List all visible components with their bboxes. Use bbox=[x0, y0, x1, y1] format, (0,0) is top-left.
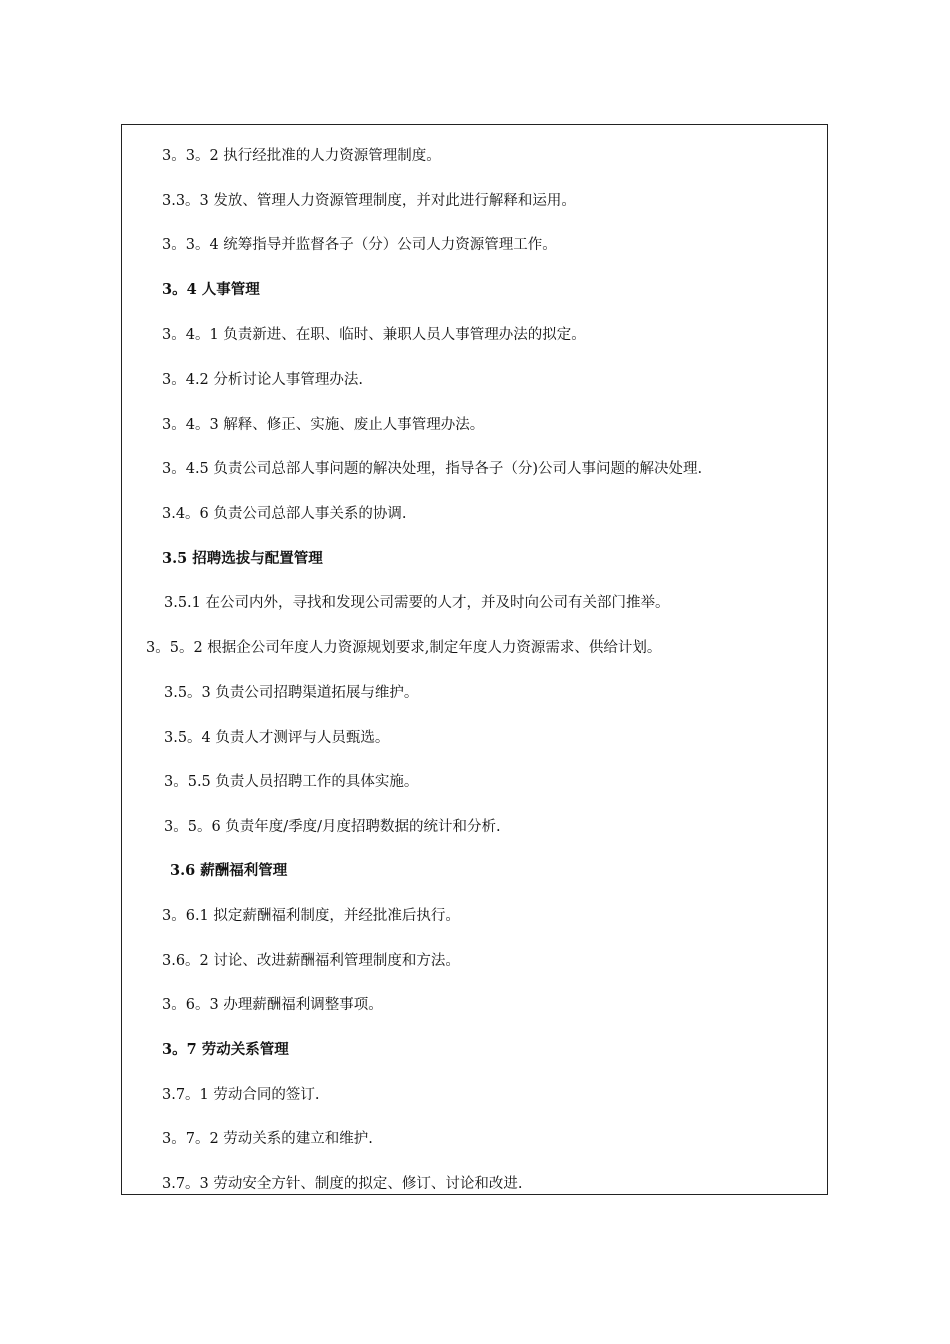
section-heading-3-4: 3。4 人事管理 bbox=[162, 281, 260, 298]
clause-3-5-3: 3.5。3 负责公司招聘渠道拓展与维护。 bbox=[164, 685, 419, 701]
clause-3-3-2: 3。3。2 执行经批准的人力资源管理制度。 bbox=[162, 148, 441, 164]
clause-3-5-5: 3。5.5 负责人员招聘工作的具体实施。 bbox=[164, 774, 419, 790]
clause-3-7-1: 3.7。1 劳动合同的签订. bbox=[162, 1087, 320, 1103]
section-heading-3-6: 3.6 薪酬福利管理 bbox=[170, 862, 288, 879]
clause-3-4-2: 3。4.2 分析讨论人事管理办法. bbox=[162, 372, 364, 388]
clause-3-7-2: 3。7。2 劳动关系的建立和维护. bbox=[162, 1131, 373, 1147]
section-heading-3-7: 3。7 劳动关系管理 bbox=[162, 1041, 289, 1058]
clause-3-6-1: 3。6.1 拟定薪酬福利制度，并经批准后执行。 bbox=[162, 908, 460, 924]
clause-3-6-3: 3。6。3 办理薪酬福利调整事项。 bbox=[162, 997, 383, 1013]
clause-3-5-2: 3。5。2 根据企公司年度人力资源规划要求,制定年度人力资源需求、供给计划。 bbox=[146, 640, 662, 656]
clause-3-4-5: 3。4.5 负责公司总部人事问题的解决处理，指导各子（分)公司人事问题的解决处理. bbox=[162, 461, 703, 477]
clause-3-4-3: 3。4。3 解释、修正、实施、废止人事管理办法。 bbox=[162, 417, 485, 433]
section-heading-3-5: 3.5 招聘选拔与配置管理 bbox=[162, 550, 323, 567]
clause-3-5-1: 3.5.1 在公司内外，寻找和发现公司需要的人才，并及时向公司有关部门推举。 bbox=[164, 595, 670, 611]
clause-3-5-6: 3。5。6 负责年度/季度/月度招聘数据的统计和分析. bbox=[164, 819, 501, 835]
clause-3-5-4: 3.5。4 负责人才测评与人员甄选。 bbox=[164, 730, 390, 746]
clause-3-3-3: 3.3。3 发放、管理人力资源管理制度，并对此进行解释和运用。 bbox=[162, 193, 576, 209]
clause-3-4-1: 3。4。1 负责新进、在职、临时、兼职人员人事管理办法的拟定。 bbox=[162, 327, 586, 343]
clause-3-7-3: 3.7。3 劳动安全方针、制度的拟定、修订、讨论和改进. bbox=[162, 1176, 523, 1192]
clause-3-6-2: 3.6。2 讨论、改进薪酬福利管理制度和方法。 bbox=[162, 953, 460, 969]
clause-3-3-4: 3。3。4 统筹指导并监督各子（分）公司人力资源管理工作。 bbox=[162, 237, 557, 253]
clause-3-4-6: 3.4。6 负责公司总部人事关系的协调. bbox=[162, 506, 407, 522]
